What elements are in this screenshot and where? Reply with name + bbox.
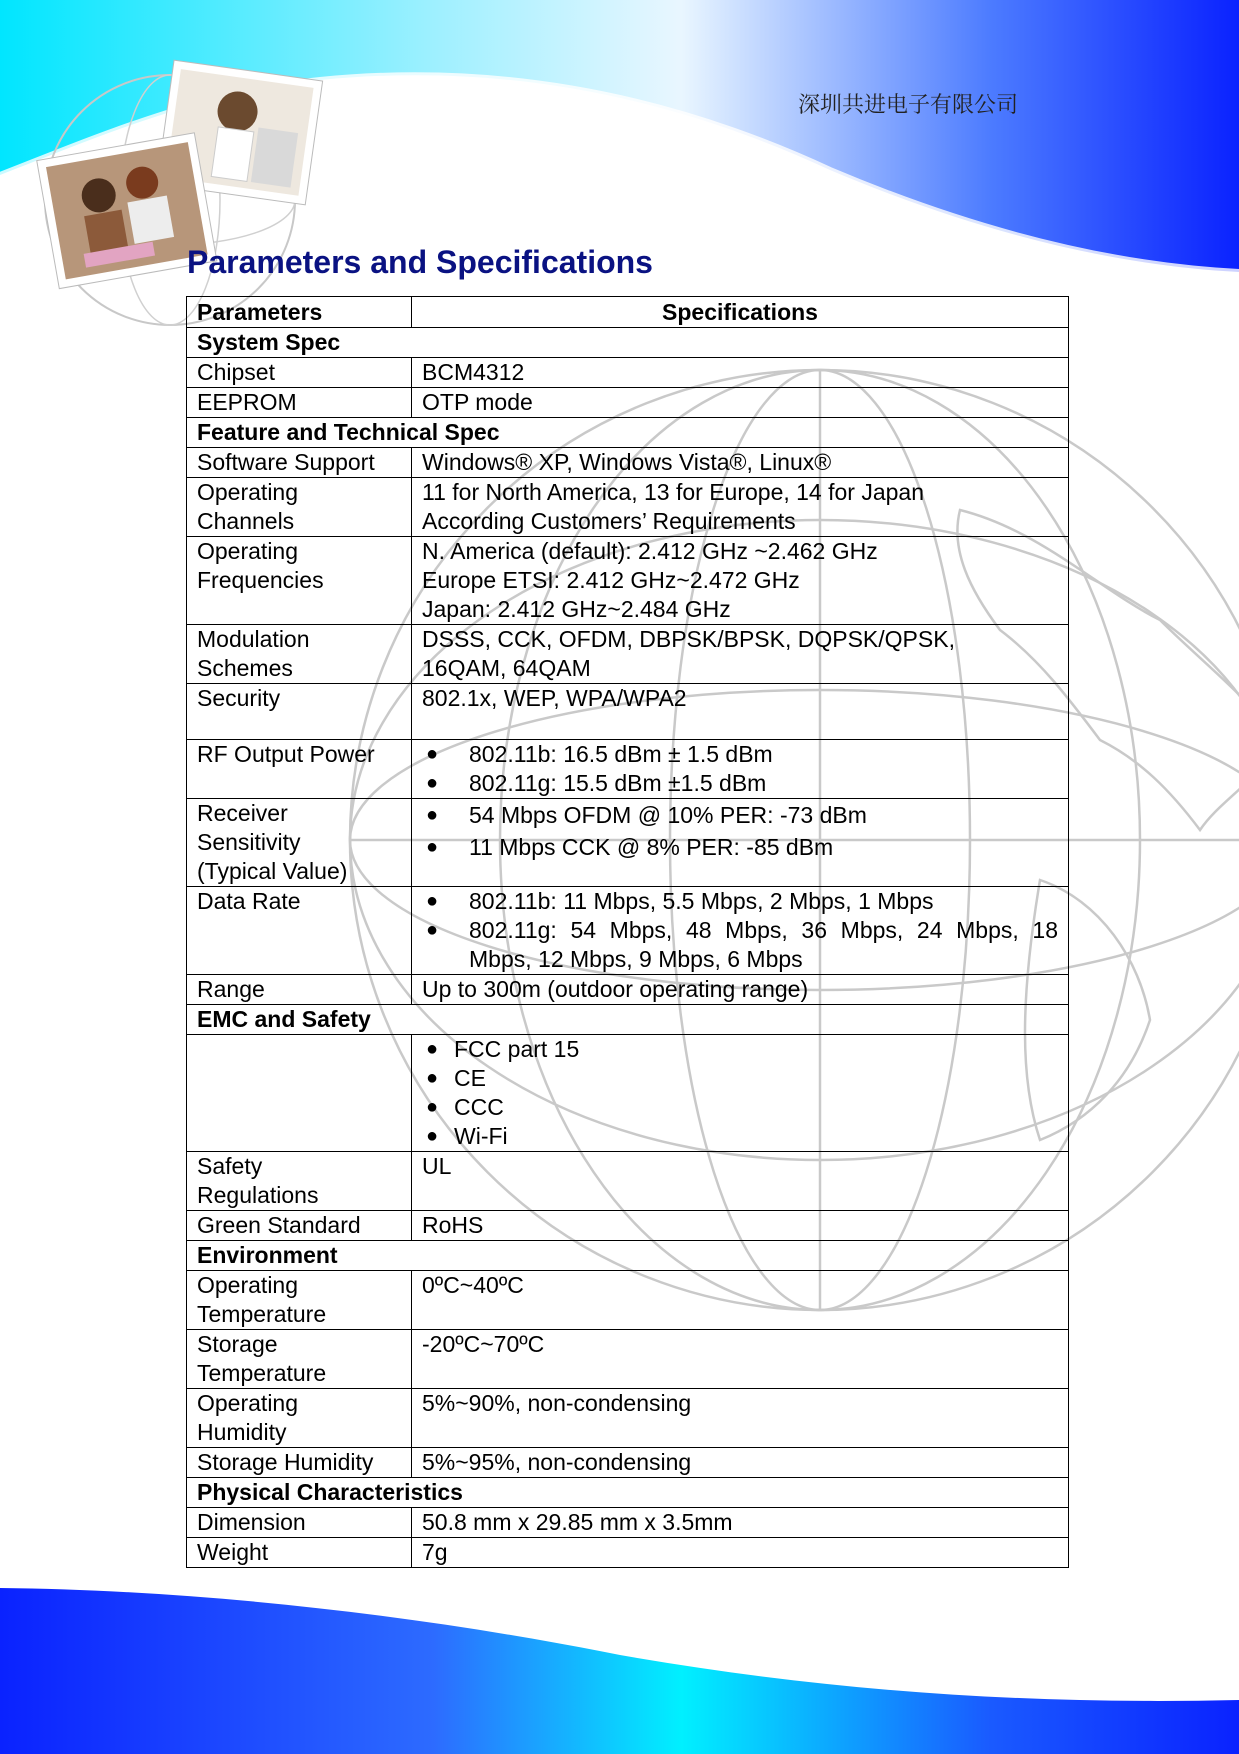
param-line: Regulations — [197, 1182, 319, 1208]
spec-cell — [412, 537, 1069, 625]
param-cell: RF Output Power — [187, 740, 412, 799]
param-line: Sensitivity — [197, 829, 301, 855]
param-cell — [187, 1152, 412, 1211]
spec-cell: BCM4312 — [412, 358, 1069, 388]
photo-collage-logo — [30, 50, 350, 330]
table-row — [187, 478, 1069, 537]
table-row — [187, 1271, 1069, 1330]
bullet-item: ● CCC — [422, 1093, 1058, 1122]
param-cell — [187, 625, 412, 684]
param-cell — [187, 1330, 412, 1389]
param-cell: Green Standard — [187, 1211, 412, 1241]
table-row — [187, 1211, 1069, 1241]
table-row — [187, 1448, 1069, 1478]
param-cell: EEPROM — [187, 388, 412, 418]
spec-cell: 50.8 mm x 29.85 mm x 3.5mm — [412, 1508, 1069, 1538]
table-row — [187, 1152, 1069, 1211]
bullet-item: ● 11 Mbps CCK @ 8% PER: -85 dBm — [422, 831, 1058, 863]
spec-line: Europe ETSI: 2.412 GHz~2.472 GHz — [422, 567, 800, 593]
param-line: Storage — [197, 1331, 278, 1357]
param-line: Humidity — [197, 1419, 287, 1445]
param-cell: Range — [187, 975, 412, 1005]
bullet-item: ● 802.11g: 54 Mbps, 48 Mbps, 36 Mbps, 24 Mbps, 18 Mbps, 12 Mbps, 9 Mbps, 6 Mbps — [422, 916, 1058, 974]
bullet-item: ● CE — [422, 1064, 1058, 1093]
spec-cell — [412, 625, 1069, 684]
param-cell — [187, 1389, 412, 1448]
section-emc-safety: EMC and Safety — [187, 1005, 1069, 1035]
spec-line: 11 for North America, 13 for Europe, 14 for Japan — [422, 479, 925, 505]
param-line: Operating — [197, 1390, 299, 1416]
param-line: Operating — [197, 1272, 299, 1298]
param-line: Modulation — [197, 626, 310, 652]
param-cell: Data Rate — [187, 887, 412, 975]
table-row — [187, 448, 1069, 478]
table-row — [187, 1035, 1069, 1152]
table-row — [187, 388, 1069, 418]
spec-cell: OTP mode — [412, 388, 1069, 418]
section-row — [187, 1478, 1069, 1508]
spec-cell: RoHS — [412, 1211, 1069, 1241]
spec-table — [186, 296, 1069, 1568]
spec-line: Japan: 2.412 GHz~2.484 GHz — [422, 596, 731, 622]
bullet-list — [422, 799, 1058, 863]
param-cell: Chipset — [187, 358, 412, 388]
param-cell: Weight — [187, 1538, 412, 1568]
spec-cell — [412, 887, 1069, 975]
param-cell: Security — [187, 684, 412, 740]
page-title: Parameters and Specifications — [187, 244, 653, 280]
param-line: Schemes — [197, 655, 293, 681]
table-row — [187, 887, 1069, 975]
param-cell: Storage Humidity — [187, 1448, 412, 1478]
param-line: Temperature — [197, 1360, 327, 1386]
spec-cell: 5%~90%, non-condensing — [412, 1389, 1069, 1448]
spec-cell: Windows® XP, Windows Vista®, Linux® — [412, 448, 1069, 478]
footer-wave-background — [0, 1560, 1239, 1754]
table-row — [187, 975, 1069, 1005]
spec-line: 16QAM, 64QAM — [422, 655, 591, 681]
param-cell — [187, 1035, 412, 1152]
spec-cell: 7g — [412, 1538, 1069, 1568]
company-name: 深圳共进电子有限公司 — [798, 93, 1019, 118]
table-row — [187, 358, 1069, 388]
section-row — [187, 328, 1069, 358]
table-row — [187, 740, 1069, 799]
column-header-specifications: Specifications — [412, 297, 1069, 328]
param-line: Frequencies — [197, 567, 324, 593]
param-line: Temperature — [197, 1301, 327, 1327]
table-row — [187, 537, 1069, 625]
table-row — [187, 799, 1069, 887]
section-system-spec: System Spec — [187, 328, 1069, 358]
param-cell — [187, 799, 412, 887]
spec-cell: 5%~95%, non-condensing — [412, 1448, 1069, 1478]
param-line: Operating — [197, 538, 299, 564]
spec-cell: 802.1x, WEP, WPA/WPA2 — [412, 684, 1069, 740]
spec-cell: 0ºC~40ºC — [412, 1271, 1069, 1330]
section-feature-spec: Feature and Technical Spec — [187, 418, 1069, 448]
param-line: Receiver — [197, 800, 288, 826]
table-header-row — [187, 297, 1069, 328]
spec-cell — [412, 478, 1069, 537]
section-row — [187, 1241, 1069, 1271]
section-physical: Physical Characteristics — [187, 1478, 1069, 1508]
spec-cell: Up to 300m (outdoor operating range) — [412, 975, 1069, 1005]
param-cell — [187, 1271, 412, 1330]
section-row — [187, 1005, 1069, 1035]
bullet-list — [422, 1035, 1058, 1151]
param-line: Operating — [197, 479, 299, 505]
table-row — [187, 1508, 1069, 1538]
bullet-list — [422, 887, 1058, 974]
spec-line: DSSS, CCK, OFDM, DBPSK/BPSK, DQPSK/QPSK, — [422, 626, 955, 652]
spec-cell: -20ºC~70ºC — [412, 1330, 1069, 1389]
param-cell: Software Support — [187, 448, 412, 478]
param-cell: Dimension — [187, 1508, 412, 1538]
bullet-item: ● FCC part 15 — [422, 1035, 1058, 1064]
param-cell — [187, 478, 412, 537]
bullet-list — [422, 740, 1058, 798]
bullet-item: ● Wi-Fi — [422, 1122, 1058, 1151]
bullet-item: ● 802.11g: 15.5 dBm ±1.5 dBm — [422, 769, 1058, 798]
bullet-item: ● 54 Mbps OFDM @ 10% PER: -73 dBm — [422, 799, 1058, 831]
bullet-item: ● 802.11b: 11 Mbps, 5.5 Mbps, 2 Mbps, 1 Mbps — [422, 887, 1058, 916]
section-environment: Environment — [187, 1241, 1069, 1271]
table-row — [187, 1330, 1069, 1389]
param-line: (Typical Value) — [197, 858, 348, 884]
table-row — [187, 1389, 1069, 1448]
spec-line: N. America (default): 2.412 GHz ~2.462 GHz — [422, 538, 878, 564]
section-row — [187, 418, 1069, 448]
param-cell — [187, 537, 412, 625]
param-line: Safety — [197, 1153, 263, 1179]
spec-cell: UL — [412, 1152, 1069, 1211]
table-row — [187, 1538, 1069, 1568]
spec-cell — [412, 799, 1069, 887]
column-header-parameters: Parameters — [187, 297, 412, 328]
param-line: Channels — [197, 508, 295, 534]
spec-line: According Customers’ Requirements — [422, 508, 796, 534]
table-row — [187, 684, 1069, 740]
spec-cell — [412, 1035, 1069, 1152]
table-row — [187, 625, 1069, 684]
spec-cell — [412, 740, 1069, 799]
bullet-item: ● 802.11b: 16.5 dBm ± 1.5 dBm — [422, 740, 1058, 769]
